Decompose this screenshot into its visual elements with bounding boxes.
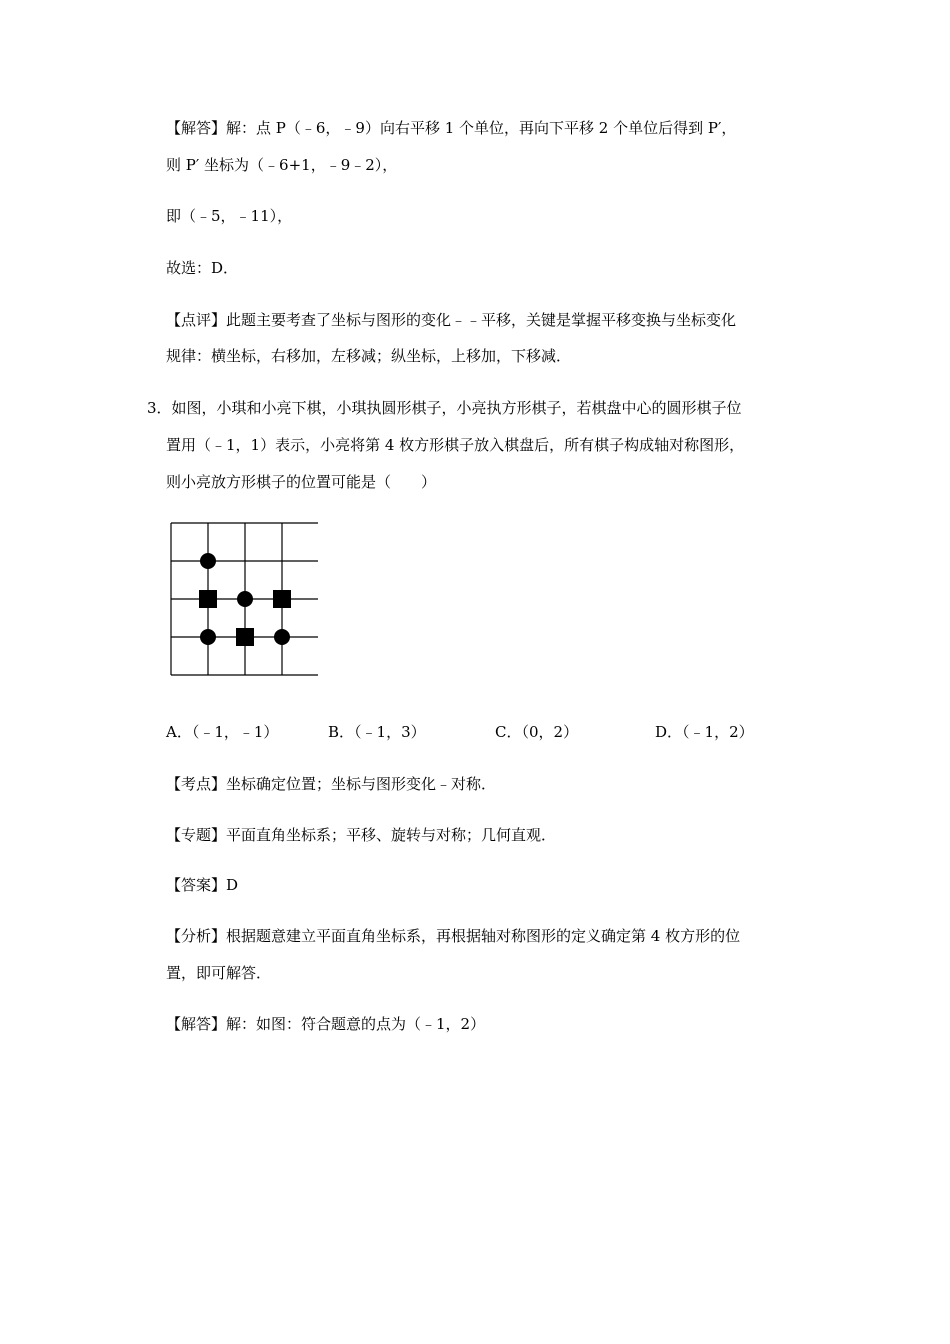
prev-solution-line-2: 则 P′ 坐标为（﹣6+1，﹣9﹣2），: [166, 156, 398, 174]
prev-comment-line-1: 【点评】此题主要考查了坐标与图形的变化﹣﹣平移，关键是掌握平移变换与坐标变化: [166, 311, 737, 329]
round-piece: [237, 591, 253, 607]
square-piece: [236, 628, 254, 646]
fenxi-line-1: 【分析】根据题意建立平面直角坐标系，再根据轴对称图形的定义确定第 4 枚方形的位: [166, 927, 741, 945]
prev-solution-line-4: 故选：D．: [166, 259, 239, 277]
zhuanti-line: 【专题】平面直角坐标系；平移、旋转与对称；几何直观．: [166, 826, 557, 844]
option-a: A．（﹣1，﹣1）: [166, 723, 279, 741]
question-3-line-1: 3．如图，小琪和小亮下棋，小琪执圆形棋子，小亮执方形棋子，若棋盘中心的圆形棋子位: [147, 399, 742, 417]
prev-solution-line-1: 【解答】解：点 P（﹣6，﹣9）向右平移 1 个单位，再向下平移 2 个单位后得到 P′，: [166, 119, 737, 137]
round-piece: [200, 629, 216, 645]
round-piece: [200, 553, 216, 569]
question-3-line-2: 置用（﹣1，1）表示，小亮将第 4 枚方形棋子放入棋盘后，所有棋子构成轴对称图形，: [166, 436, 745, 454]
option-c: C．（0，2）: [495, 723, 579, 741]
kaodian-line: 【考点】坐标确定位置；坐标与图形变化﹣对称．: [166, 775, 497, 793]
square-piece: [273, 590, 291, 608]
option-b: B．（﹣1，3）: [328, 723, 426, 741]
prev-comment-line-2: 规律：横坐标，右移加，左移减；纵坐标，上移加，下移减．: [166, 347, 572, 365]
chess-board-figure: [170, 522, 318, 676]
square-piece: [199, 590, 217, 608]
question-3-line-3: 则小亮放方形棋子的位置可能是（ ）: [166, 473, 437, 491]
jieda-line: 【解答】解：如图：符合题意的点为（﹣1，2）: [166, 1015, 486, 1033]
prev-solution-line-3: 即（﹣5，﹣11），: [166, 207, 293, 225]
answer-line: 【答案】D: [166, 876, 239, 894]
round-piece: [274, 629, 290, 645]
option-d: D．（﹣1，2）: [655, 723, 754, 741]
fenxi-line-2: 置，即可解答．: [166, 964, 272, 982]
